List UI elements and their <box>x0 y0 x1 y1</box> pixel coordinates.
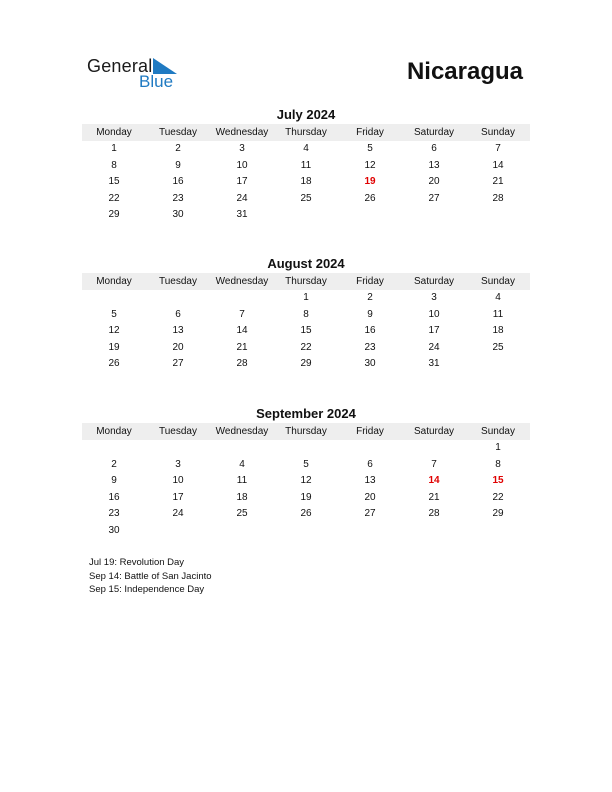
weekday-label: Monday <box>96 426 132 437</box>
week-row <box>82 490 530 507</box>
weekday-label: Wednesday <box>215 276 269 287</box>
weekday-label: Sunday <box>481 426 515 437</box>
week-row <box>82 473 530 490</box>
day-cell: 20 <box>364 491 376 503</box>
day-cell: 23 <box>108 508 120 520</box>
weekday-label: Friday <box>356 276 384 287</box>
day-cell: 30 <box>364 358 376 370</box>
day-cell: 30 <box>108 524 120 536</box>
week-row <box>82 440 530 457</box>
day-cell: 17 <box>236 176 248 188</box>
week-row <box>82 158 530 175</box>
day-cell: 23 <box>364 341 376 353</box>
day-cell: 21 <box>236 341 248 353</box>
day-cell <box>146 523 210 540</box>
day-cell <box>82 290 146 307</box>
day-cell: 31 <box>236 209 248 221</box>
day-cell: 16 <box>108 491 120 503</box>
week-row <box>82 207 530 224</box>
holiday-notes <box>89 556 212 597</box>
day-cell: 11 <box>236 475 248 487</box>
weekday-label: Wednesday <box>215 127 269 138</box>
day-cell: 10 <box>172 475 184 487</box>
day-cell: 29 <box>300 358 312 370</box>
day-cell: 14 <box>428 475 440 487</box>
day-cell: 9 <box>175 159 181 171</box>
day-cell: 19 <box>108 341 120 353</box>
day-cell: 28 <box>492 192 504 204</box>
weekday-label: Thursday <box>285 127 327 138</box>
week-row <box>82 290 530 307</box>
week-row <box>82 523 530 540</box>
weekday-label: Saturday <box>413 276 455 287</box>
day-cell <box>274 523 338 540</box>
day-cell: 29 <box>492 508 504 520</box>
holiday-note: Jul 19: Revolution Day <box>89 557 185 568</box>
day-cell: 7 <box>495 143 501 154</box>
weekday-header <box>82 124 530 141</box>
week-row <box>82 356 530 373</box>
month-august <box>82 256 530 373</box>
logo-text-blue: Blue <box>139 72 174 91</box>
day-cell: 6 <box>431 143 437 154</box>
weekday-label: Tuesday <box>159 426 197 437</box>
day-cell <box>402 440 466 457</box>
day-cell: 4 <box>495 292 501 303</box>
day-cell: 1 <box>495 442 501 453</box>
day-cell: 6 <box>367 458 373 470</box>
day-cell: 1 <box>111 143 117 154</box>
day-cell <box>146 290 210 307</box>
day-cell: 11 <box>492 308 504 320</box>
day-cell: 11 <box>300 159 312 171</box>
weekday-label: Saturday <box>413 127 455 138</box>
country-title: Nicaragua <box>406 58 523 85</box>
day-cell: 16 <box>364 325 376 337</box>
day-cell: 26 <box>108 358 120 370</box>
month-title: September 2024 <box>256 406 356 421</box>
day-cell: 19 <box>364 176 376 188</box>
day-cell: 9 <box>111 475 117 487</box>
weekday-header <box>82 273 530 290</box>
day-cell: 15 <box>300 325 312 337</box>
day-cell: 26 <box>364 192 376 204</box>
day-cell: 4 <box>303 143 309 154</box>
week-row <box>82 340 530 357</box>
day-cell <box>338 207 402 224</box>
day-cell: 24 <box>428 341 440 353</box>
day-cell: 6 <box>175 308 181 320</box>
day-cell: 24 <box>172 508 184 520</box>
day-cell: 2 <box>111 458 117 470</box>
day-cell: 8 <box>111 159 117 171</box>
day-cell: 31 <box>428 358 440 370</box>
day-cell: 21 <box>428 491 440 503</box>
day-cell: 20 <box>172 341 184 353</box>
weekday-header <box>82 423 530 440</box>
day-cell: 29 <box>108 209 120 221</box>
week-row <box>82 323 530 340</box>
weekday-label: Thursday <box>285 426 327 437</box>
day-cell: 13 <box>428 159 440 171</box>
day-cell: 22 <box>300 341 312 353</box>
day-cell: 3 <box>239 143 245 154</box>
day-cell: 14 <box>236 325 248 337</box>
day-cell: 15 <box>108 176 120 188</box>
day-cell <box>274 440 338 457</box>
week-row <box>82 457 530 474</box>
month-grid <box>82 141 530 224</box>
day-cell <box>466 207 530 224</box>
weekday-label: Sunday <box>481 127 515 138</box>
day-cell: 14 <box>492 159 504 171</box>
month-september <box>82 406 530 540</box>
month-grid <box>82 440 530 540</box>
day-cell: 1 <box>303 292 309 303</box>
holiday-note: Sep 15: Independence Day <box>89 584 205 595</box>
weekday-label: Monday <box>96 127 132 138</box>
day-cell <box>402 523 466 540</box>
month-title: August 2024 <box>267 256 345 271</box>
day-cell: 7 <box>431 458 437 470</box>
day-cell <box>274 207 338 224</box>
day-cell: 17 <box>428 325 440 337</box>
day-cell: 20 <box>428 176 440 188</box>
day-cell: 10 <box>428 308 440 320</box>
weekday-label: Friday <box>356 127 384 138</box>
day-cell: 22 <box>492 491 504 503</box>
day-cell: 24 <box>236 192 248 204</box>
day-cell <box>338 523 402 540</box>
day-cell: 5 <box>303 458 309 470</box>
day-cell <box>402 207 466 224</box>
month-july <box>82 107 530 224</box>
day-cell: 25 <box>492 341 504 353</box>
day-cell: 23 <box>172 192 184 204</box>
day-cell: 3 <box>431 292 437 303</box>
day-cell: 16 <box>172 176 184 188</box>
day-cell: 27 <box>172 358 184 370</box>
week-row <box>82 141 530 158</box>
day-cell: 30 <box>172 209 184 221</box>
week-row <box>82 506 530 523</box>
day-cell: 13 <box>172 325 184 337</box>
day-cell <box>466 523 530 540</box>
day-cell: 15 <box>492 475 504 487</box>
day-cell: 8 <box>495 458 501 470</box>
day-cell <box>210 523 274 540</box>
weekday-label: Sunday <box>481 276 515 287</box>
weekday-label: Tuesday <box>159 127 197 138</box>
day-cell: 18 <box>492 325 504 337</box>
day-cell: 27 <box>364 508 376 520</box>
day-cell: 5 <box>367 143 373 154</box>
week-row <box>82 174 530 191</box>
weekday-label: Thursday <box>285 276 327 287</box>
day-cell: 9 <box>367 308 373 320</box>
holiday-note: Sep 14: Battle of San Jacinto <box>89 570 212 582</box>
day-cell: 12 <box>364 159 376 171</box>
day-cell: 18 <box>236 491 248 503</box>
day-cell: 25 <box>236 508 248 520</box>
week-row <box>82 307 530 324</box>
day-cell <box>338 440 402 457</box>
day-cell: 25 <box>300 192 312 204</box>
day-cell: 26 <box>300 508 312 520</box>
day-cell: 22 <box>108 192 120 204</box>
weekday-label: Monday <box>96 276 132 287</box>
day-cell <box>146 440 210 457</box>
day-cell: 8 <box>303 308 309 320</box>
weekday-label: Tuesday <box>159 276 197 287</box>
week-row <box>82 191 530 208</box>
day-cell: 5 <box>111 308 117 320</box>
brand-logo <box>87 56 197 92</box>
day-cell: 28 <box>428 508 440 520</box>
day-cell <box>82 440 146 457</box>
day-cell: 12 <box>300 475 312 487</box>
month-grid <box>82 290 530 373</box>
logo-text-general: General <box>87 56 153 76</box>
day-cell <box>210 290 274 307</box>
day-cell: 19 <box>300 491 312 503</box>
day-cell <box>210 440 274 457</box>
day-cell: 7 <box>239 308 245 320</box>
day-cell: 28 <box>236 358 248 370</box>
weekday-label: Friday <box>356 426 384 437</box>
day-cell: 3 <box>175 458 181 470</box>
day-cell: 17 <box>172 491 184 503</box>
day-cell: 4 <box>239 458 245 470</box>
day-cell: 13 <box>364 475 376 487</box>
day-cell: 27 <box>428 192 440 204</box>
weekday-label: Saturday <box>413 426 455 437</box>
day-cell <box>466 356 530 373</box>
day-cell: 21 <box>492 176 504 188</box>
day-cell: 12 <box>108 325 120 337</box>
day-cell: 2 <box>367 292 373 303</box>
day-cell: 18 <box>300 176 312 188</box>
day-cell: 2 <box>175 143 181 154</box>
weekday-label: Wednesday <box>215 426 269 437</box>
day-cell: 10 <box>236 159 248 171</box>
month-title: July 2024 <box>276 107 336 122</box>
